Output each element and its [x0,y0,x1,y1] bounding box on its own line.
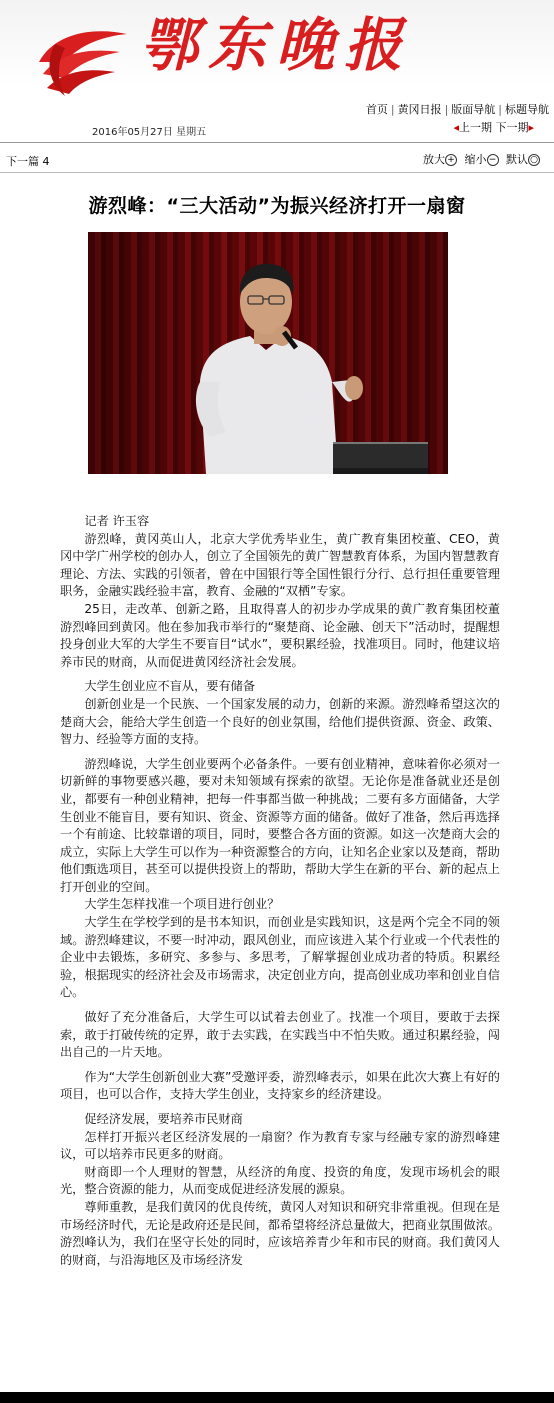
nav-separator: | [444,103,449,116]
article-paragraph: 尊师重教，是我们黄冈的优良传统，黄冈人对知识和研究非常重视。但现在是市场经济时代，无论是政府还是民间，都希望将经济总量做大，把商业氛围做浓。游烈峰认为，我们在坚守长处的同时，应该培养青少年和市民的财商。我们黄冈人的财商，与沿海地区及市场经济发 [60,1199,500,1267]
zoom-in-button[interactable] [423,153,461,166]
article-paragraph: 作为“大学生创新创业大赛”受邀评委，游烈峰表示，如果在此次大赛上有好的项目，也可以合作，支持大学生创业，支持家乡的经济建设。 [60,1069,500,1102]
prev-issue-link[interactable]: 上一期 [458,121,492,134]
zoom-out-label: 缩小 [464,153,487,166]
nav-home-link[interactable]: 首页 [365,103,388,116]
masthead [0,0,554,138]
bottom-bar [0,1392,554,1403]
nav-separator: | [390,103,395,116]
issue-date: 2016年05月27日 星期五 [92,127,207,138]
article-paragraph: 游烈峰说，大学生创业要两个必备条件。一要有创业精神，意味着你必须对一切新鲜的事物要感兴趣，要对未知领域有探索的欲望。无论你是准备就业还是创业，都要有一种创业精神，把每一件事都当做一种挑战；二要有多方面储备，大学生创业不能盲目，要有知识、资金、资源等方面的储备。做好了准备，然后再选择一个有前途、比较靠谱的项目，同时，要整合各方面的资源。如这一次楚商大会的成立，实际上大学生可以作为一种资源整合的方向，让知名企业家以及楚商，帮助他们甄选项目，甚至可以提供投资上的帮助，帮助大学生在新的平台、新的起点上打开创业的空间。 [60,756,500,894]
zoom-out-button[interactable] [465,153,503,166]
article-body [60,513,500,1269]
article-paragraph: 25日，走改革、创新之路，且取得喜人的初步办学成果的黄广教育集团校董游烈峰回到黄冈。他在参加我市举行的“聚楚商、论金融、创天下”活动时，提醒想投身创业大军的大学生不要盲目“试水”，要积累经验，找准项目。同时，他建议培养市民的财商，从而促进黄冈经济社会发展。 [60,601,500,669]
laptop-in-photo [333,442,428,474]
zoom-in-label: 放大 [423,153,445,166]
next-arrow-icon: ▸ [528,121,534,134]
zoom-controls [423,151,544,167]
next-issue-link[interactable]: 下一期 [495,121,529,134]
article-photo [88,232,448,474]
issue-navigation [453,119,534,135]
nav-huanggang-daily-link[interactable]: 黄冈日报 [397,103,442,116]
article-paragraph: 大学生在学校学到的是书本知识，而创业是实践知识，这是两个完全不同的领域。游烈峰建议，不要一时冲动，跟风创业，而应该进入某个行业或一个代表性的企业中去锻炼，多研究、多参与、多思考，了解掌握创业成功者的特质。积累经验，根据现实的经济社会及市场需求，决定创业方向，提高创业成功率和创业自信心。 [60,915,500,1000]
zoom-default-button[interactable] [506,153,544,166]
zoom-default-label: 默认 [506,153,528,166]
article-paragraph: 创新创业是一个民族、一个国家发展的动力，创新的来源。游烈峰希望这次的楚商大会，能给大学生创造一个良好的创业氛围，给他们提供资源、资金、政策、智力、经验等方面的支持。 [60,696,500,747]
plus-icon: + [445,154,457,166]
toolbar-divider [0,172,554,173]
minus-icon: − [487,154,499,166]
article-paragraph: 做好了充分准备后，大学生可以试着去创业了。找准一个项目，要敢于去探索，敢于打破传统的定界，敢于去实践，在实践当中不怕失败。通过积累经验，闯出自己的一片天地。 [60,1010,500,1060]
newspaper-logo-icon [35,22,130,102]
newspaper-logo-text: 鄂东晚报 [140,11,413,79]
section-subheading: 促经济发展，要培养市民财商 [84,1112,243,1126]
next-article-link[interactable]: 下一篇 4 [6,155,50,168]
reset-icon: ○ [528,154,540,166]
article-paragraph: 财商即一个人理财的智慧，从经济的角度、投资的角度，发现市场机会的眼光，整合资源的能力，从而变成促进经济发展的源泉。 [60,1164,500,1197]
reporter-byline: 记者 许玉容 [84,514,150,528]
top-navigation [363,101,552,117]
article-paragraph: 怎样打开振兴老区经济发展的一扇窗？作为教育专家与经融专家的游烈峰建议，可以培养市民更多的财商。 [60,1129,500,1162]
laptop-base [333,468,428,474]
nav-page-navigation-link[interactable]: 版面导航 [451,103,496,116]
article-paragraph: 游烈峰，黄冈英山人，北京大学优秀毕业生，黄广教育集团校董、CEO，黄冈中学广州学校的创办人，创立了全国领先的黄广智慧教育体系，为国内智慧教育理论、方法、实践的引领者，曾在中国银行等全国性银行分行、总行担任重要管理职务，金融实践经验丰富，教育、金融的“双栖”专家。 [60,531,500,599]
nav-title-navigation-link[interactable]: 标题导航 [505,103,549,116]
section-subheading: 大学生怎样找准一个项目进行创业？ [84,897,280,912]
article-toolbar [0,143,554,171]
speaker-figure [88,232,448,474]
prev-arrow-icon: ◂ [453,121,459,134]
section-subheading: 大学生创业应不盲从，要有储备 [84,679,256,694]
nav-separator: | [498,103,502,116]
article-title: 游烈峰：“三大活动”为振兴经济打开一扇窗 [88,195,466,217]
